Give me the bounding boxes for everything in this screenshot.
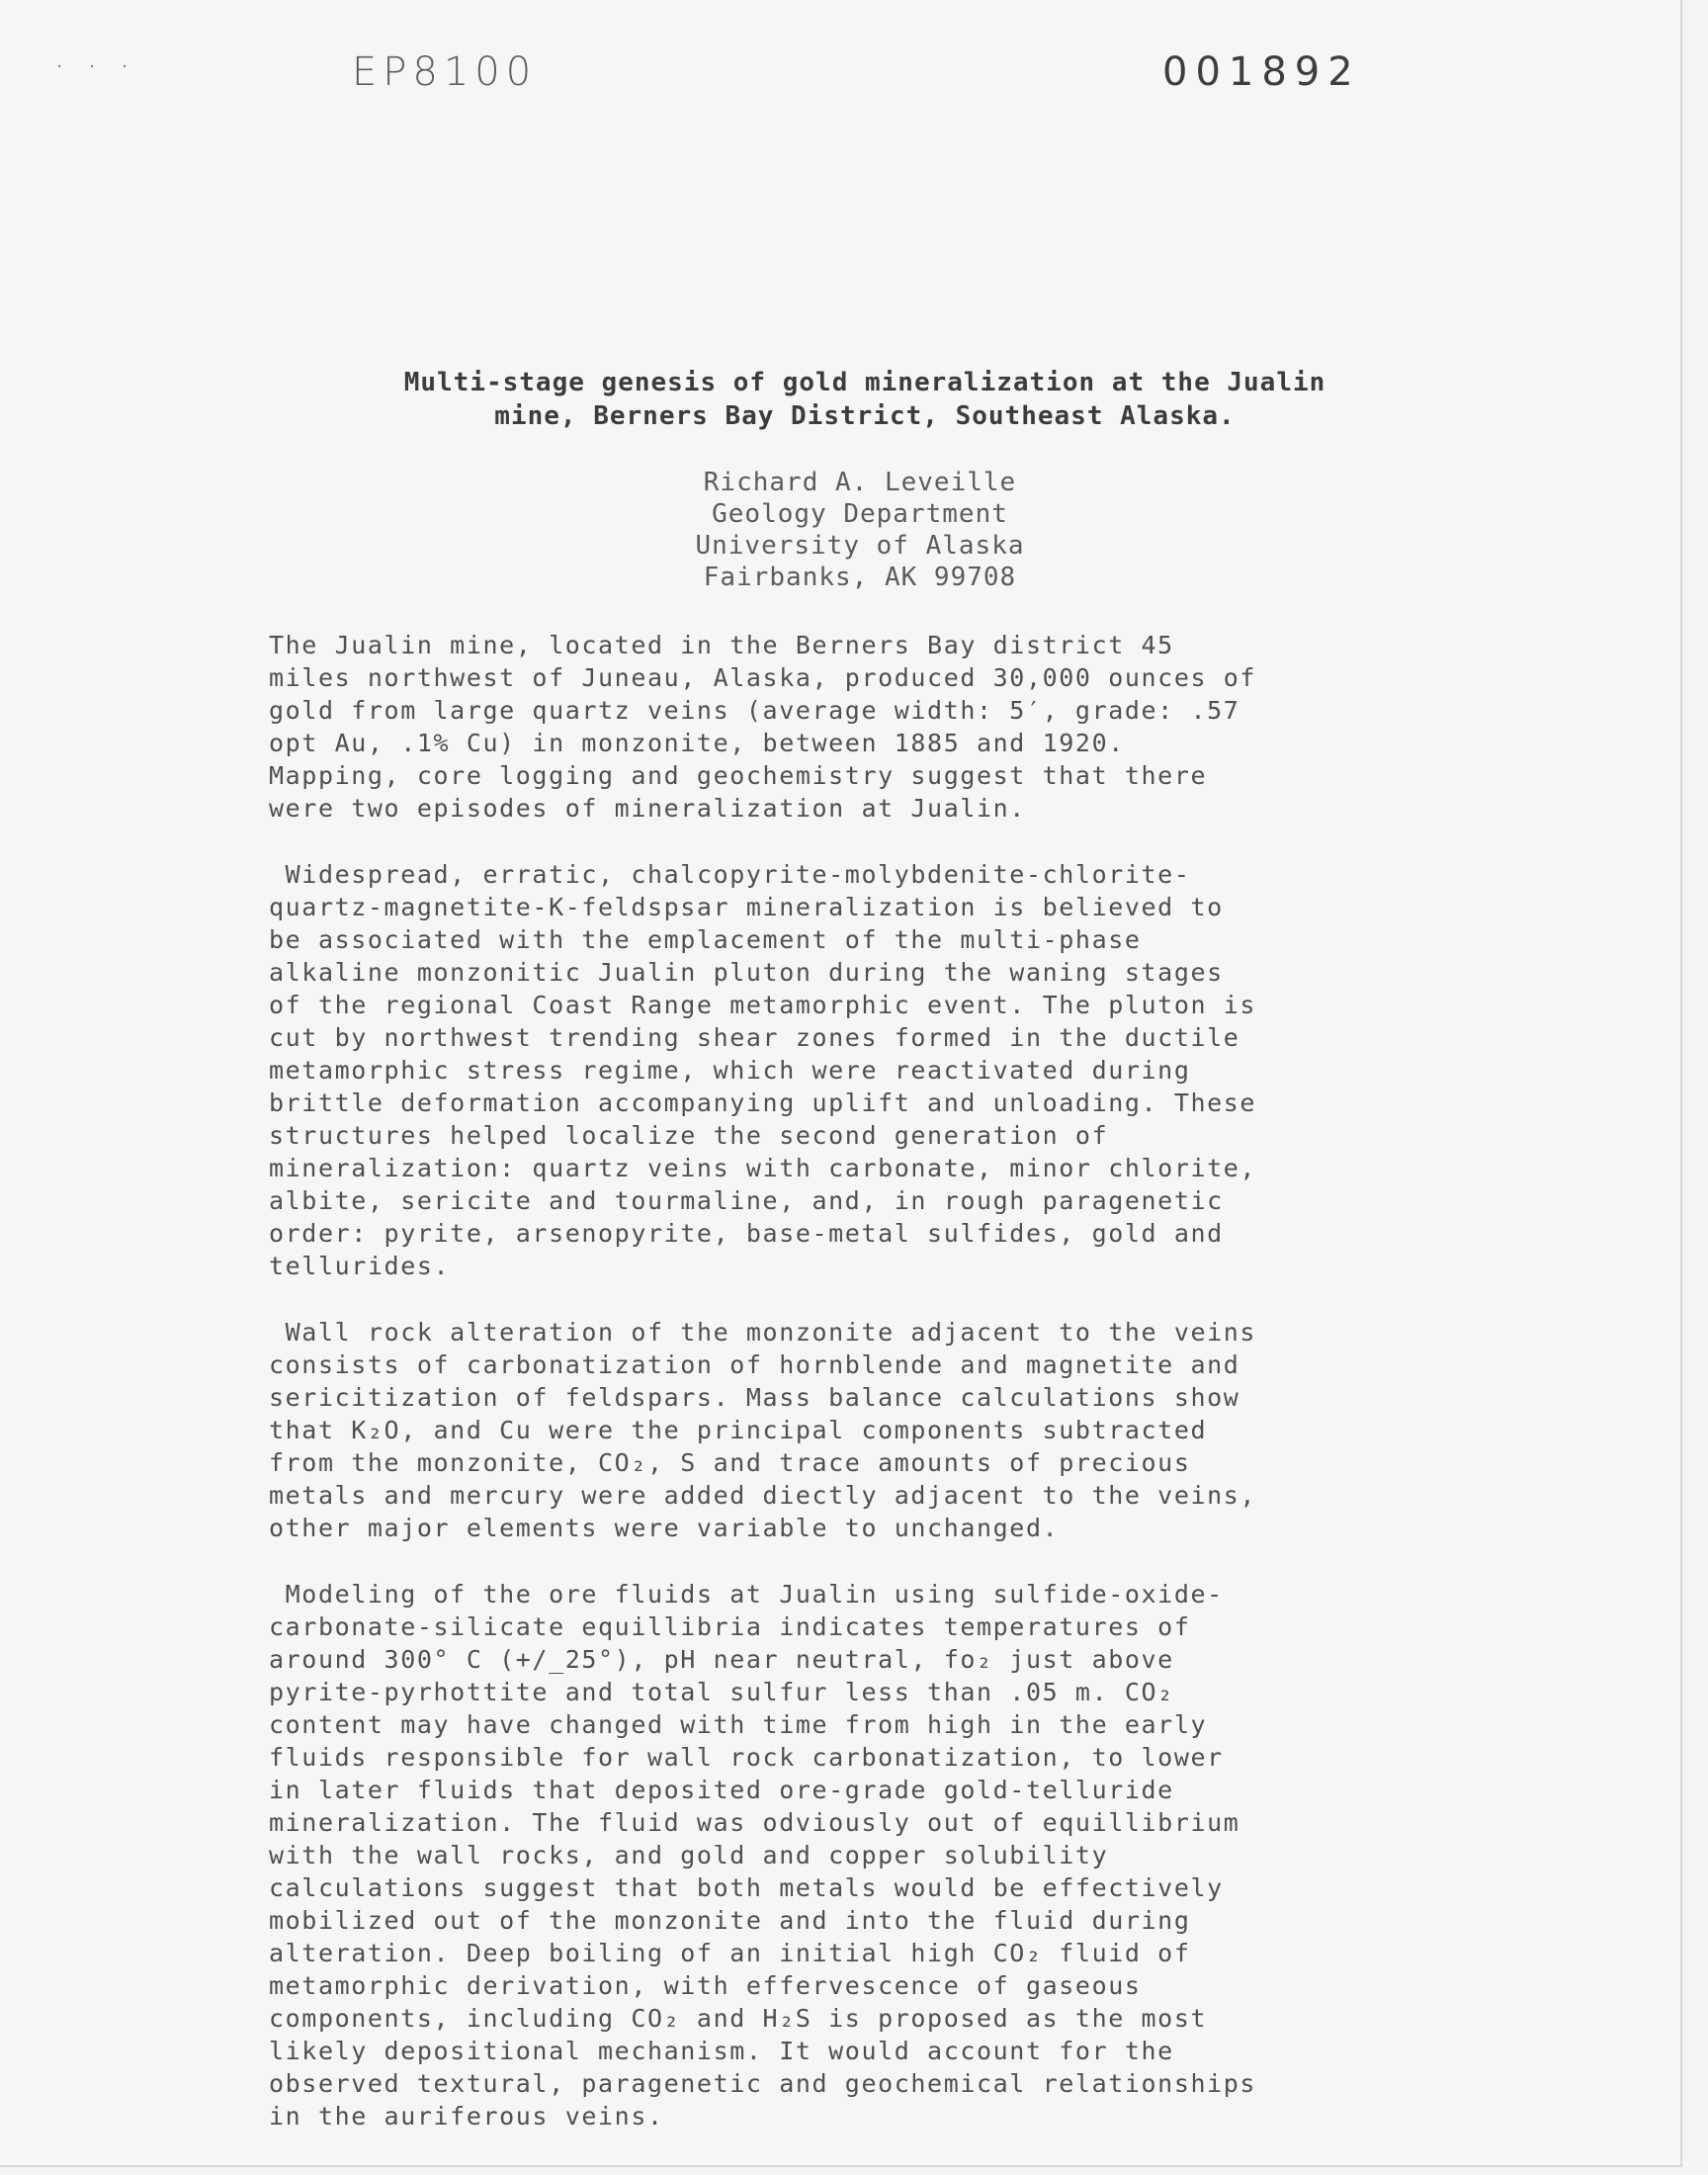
paper-title xyxy=(277,366,1453,433)
author-university: University of Alaska xyxy=(695,531,1025,561)
author-department: Geology Department xyxy=(712,499,1008,529)
paragraph-intro: The Jualin mine, located in the Berners Bay district 45 miles northwest of Juneau, Alaska, produced 30,000 ounces of gold from large quartz veins (average width: 5′, grade: .57 opt Au, .1% Cu) in monzonite, between 1885 and 1920. Mapping, core logging and geochemistry suggest that there were two episodes of mineralization at Jualin. xyxy=(269,631,1257,823)
scan-speck: . . . xyxy=(55,55,137,71)
title-line-2: mine, Berners Bay District, Southeast Alaska. xyxy=(494,401,1236,431)
paragraph-mineralization: Widespread, erratic, chalcopyrite-molybdenite-chlorite- quartz-magnetite-K-feldspsar mineralization is believed to be associated with the emplacement of the multi-phase alkaline monzonitic Jualin pluton during the waning stages of the regional Coast Range metamorphic event. The pluton is cut by northwest trending shear zones formed in the ductile metamorphic stress regime, which were reactivated during brittle deformation accompanying uplift and unloading. These structures helped localize the second generation of mineralization: quartz veins with carbonate, minor chlorite, albite, sericite and tourmaline, and, in rough paragenetic order: pyrite, arsenopyrite, base-metal sulfides, gold and tellurides. xyxy=(269,860,1257,1280)
author-location: Fairbanks, AK 99708 xyxy=(703,563,1017,592)
author-block xyxy=(623,467,1097,593)
abstract-body xyxy=(269,629,1455,2166)
paragraph-alteration: Wall rock alteration of the monzonite adjacent to the veins consists of carbonatization of hornblende and magnetite and sericitization of feldspars. Mass balance calculations show that K₂O, and Cu were the principal components subtracted from the monzonite, CO₂, S and trace amounts of precious metals and mercury were added diectly adjacent to the veins, other major elements were variable to unchanged. xyxy=(269,1318,1257,1542)
author-name: Richard A. Leveille xyxy=(703,468,1017,497)
document-code-stamp: EP8100 xyxy=(352,49,538,95)
document-number-stamp: 001892 xyxy=(1162,49,1361,95)
paragraph-modeling: Modeling of the ore fluids at Jualin using sulfide-oxide- carbonate-silicate equillibria indicates temperatures of around 300° C (+/_25°), pH near neutral, fo₂ just above pyrite-pyrhottite and total sulfur less than .05 m. CO₂ content may have changed with time from high in the early fluids responsible for wall rock carbonatization, to lower in later fluids that deposited ore-grade gold-telluride mineralization. The fluid was odviously out of equillibrium with the wall rocks, and gold and copper solubility calculations suggest that both metals would be effectively mobilized out of the monzonite and into the fluid during alteration. Deep boiling of an initial high CO₂ fluid of metamorphic derivation, with effervescence of gaseous components, including CO₂ and H₂S is proposed as the most likely depositional mechanism. It would account for the observed textural, paragenetic and geochemical relationships in the auriferous veins. xyxy=(269,1580,1257,2131)
title-line-1: Multi-stage genesis of gold mineralization at the Jualin xyxy=(403,368,1326,397)
